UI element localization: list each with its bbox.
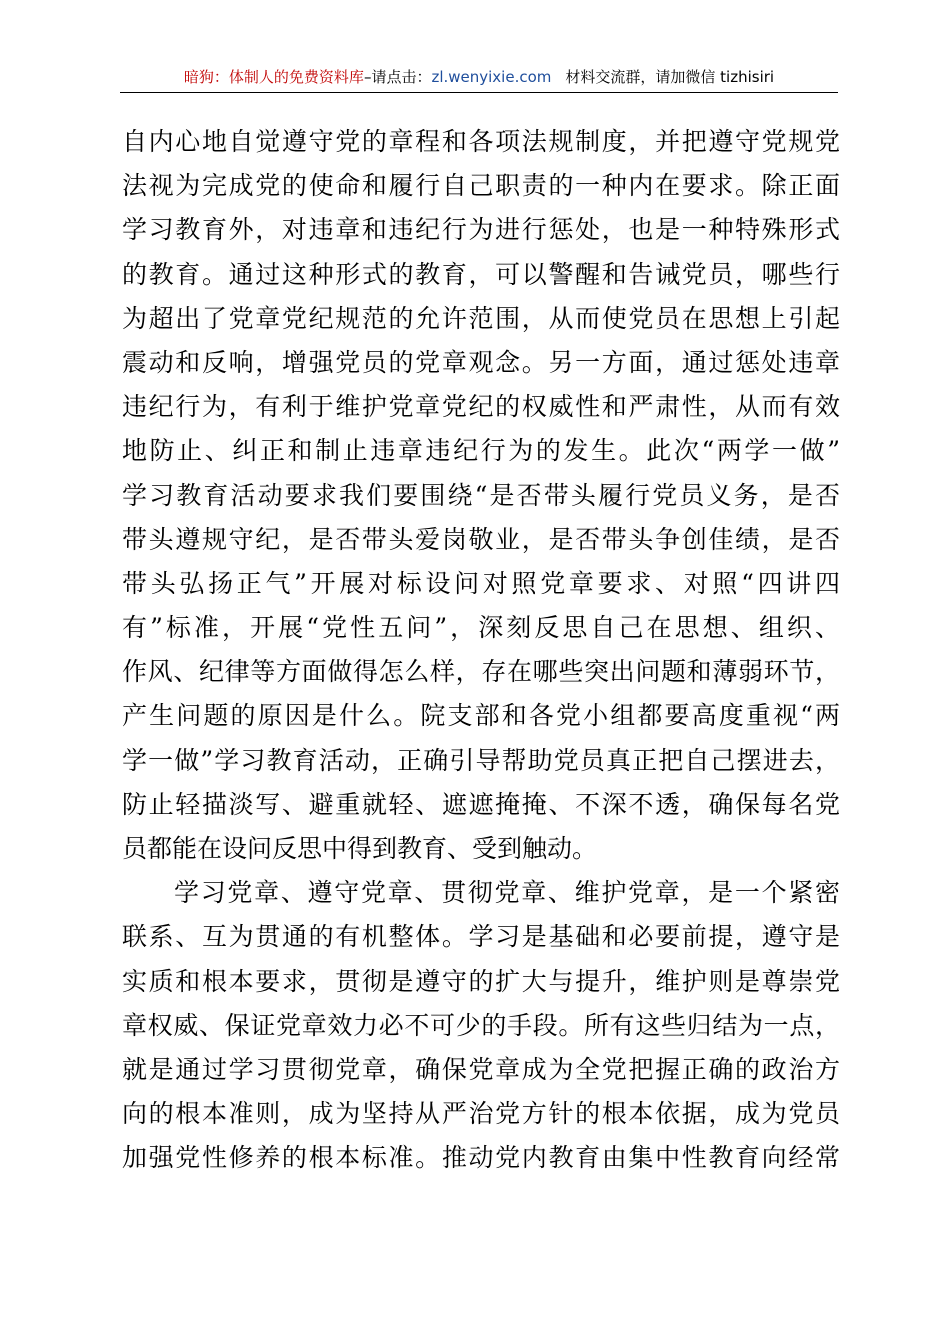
text-line: 作风、纪律等方面做得怎么样，存在哪些突出问题和薄弱环节，	[122, 657, 840, 687]
text-line: 章权威、保证党章效力必不可少的手段。所有这些归结为一点，	[122, 1010, 840, 1040]
text-line: 学一做”学习教育活动，正确引导帮助党员真正把自己摆进去，	[122, 745, 840, 775]
text-line: 产生问题的原因是什么。院支部和各党小组都要高度重视“两	[122, 701, 840, 731]
page-header	[120, 62, 838, 93]
text-line: 就是通过学习贯彻党章，确保党章成为全党把握正确的政治方	[122, 1054, 840, 1084]
text-line: 向的根本准则，成为坚持从严治党方针的根本依据，成为党员	[122, 1099, 840, 1129]
text-line: 防止轻描淡写、避重就轻、遮遮掩掩、不深不透，确保每名党	[122, 789, 840, 819]
text-line: 有”标准，开展“党性五问”，深刻反思自己在思想、组织、	[122, 613, 840, 643]
text-line: 员都能在设问反思中得到教育、受到触动。	[122, 834, 598, 863]
paragraph-1	[122, 120, 840, 871]
text-line: 联系、互为贯通的有机整体。学习是基础和必要前提，遵守是	[122, 922, 840, 952]
text-line: 学习党章、遵守党章、贯彻党章、维护党章，是一个紧密	[174, 878, 840, 908]
text-line: 违纪行为，有利于维护党章党纪的权威性和严肃性，从而有效	[122, 392, 840, 422]
text-line: 带头弘扬正气”开展对标设问对照党章要求、对照“四讲四	[122, 568, 840, 598]
text-line: 为超出了党章党纪规范的允许范围，从而使党员在思想上引起	[122, 303, 840, 333]
text-line: 法视为完成党的使命和履行自己职责的一种内在要求。除正面	[122, 171, 840, 201]
header-contact: 材料交流群，请加微信 tizhisiri	[565, 68, 775, 86]
header-brand: 暗狗：体制人的免费资料库	[183, 68, 364, 86]
header-url-link[interactable]: zl.wenyixie.com	[431, 68, 552, 86]
text-line: 学习教育活动要求我们要围绕“是否带头履行党员义务，是否	[122, 480, 840, 510]
text-line: 加强党性修养的根本标准。推动党内教育由集中性教育向经常	[122, 1143, 840, 1173]
header-click-label: –请点击：	[363, 68, 432, 86]
paragraph-2	[122, 871, 840, 1180]
text-line: 地防止、纠正和制止违章违纪行为的发生。此次“两学一做”	[122, 436, 840, 466]
text-line: 带头遵规守纪，是否带头爱岗敬业，是否带头争创佳绩，是否	[122, 524, 840, 554]
text-line: 的教育。通过这种形式的教育，可以警醒和告诫党员，哪些行	[122, 259, 840, 289]
text-line: 实质和根本要求，贯彻是遵守的扩大与提升，维护则是尊崇党	[122, 966, 840, 996]
text-line: 震动和反响，增强党员的党章观念。另一方面，通过惩处违章	[122, 347, 840, 377]
text-line: 自内心地自觉遵守党的章程和各项法规制度，并把遵守党规党	[122, 127, 840, 156]
text-line: 学习教育外，对违章和违纪行为进行惩处，也是一种特殊形式	[122, 215, 840, 245]
document-body	[122, 120, 840, 1181]
